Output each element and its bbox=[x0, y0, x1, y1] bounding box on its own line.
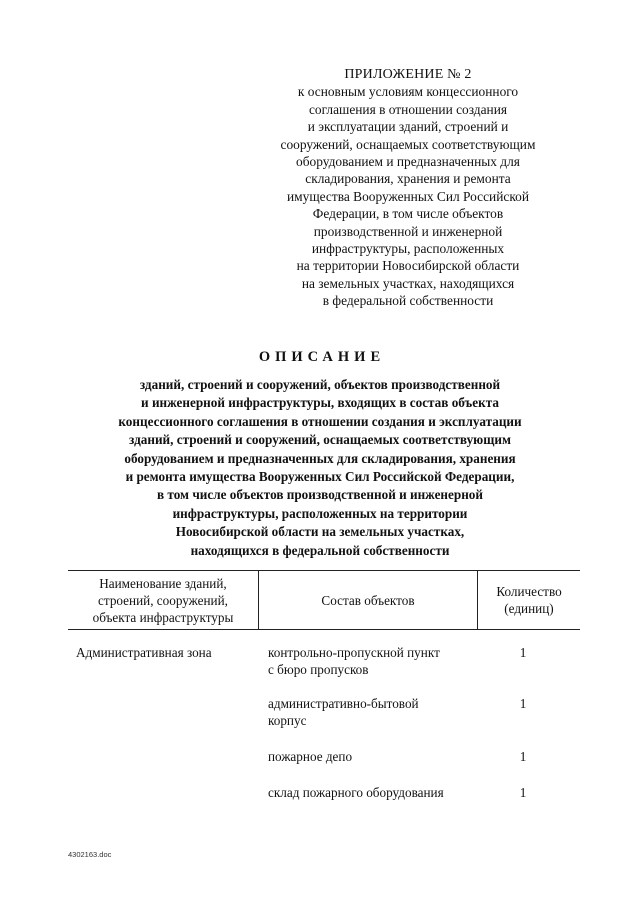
appendix-line: имущества Вооруженных Сил Российской bbox=[286, 188, 530, 204]
appendix-title: ПРИЛОЖЕНИЕ № 2 bbox=[344, 67, 472, 82]
header-name-cell bbox=[68, 571, 258, 629]
object-line: контрольно-пропускной пункт bbox=[268, 645, 440, 660]
appendix-line: на территории Новосибирской области bbox=[296, 258, 520, 274]
description-line: оборудованием и предназначенных для складирования, хранения bbox=[124, 450, 516, 466]
description-line: в том числе объектов производственной и инженерной bbox=[156, 487, 483, 503]
appendix-line: на земельных участках, находящихся bbox=[301, 275, 515, 291]
description-line: Новосибирской области на земельных участках, bbox=[175, 524, 465, 540]
quantity-cell: 1 bbox=[519, 749, 527, 764]
header-quantity-line: (единиц) bbox=[504, 601, 554, 616]
description-line: концессионного соглашения в отношении создания и эксплуатации bbox=[118, 413, 522, 429]
appendix-line: сооружений, оснащаемых соответствующим bbox=[280, 136, 536, 152]
appendix-line: и эксплуатации зданий, строений и bbox=[307, 119, 509, 135]
object-line: пожарное депо bbox=[268, 749, 353, 764]
object-cell bbox=[268, 784, 468, 801]
header-name-line: Наименование зданий, bbox=[99, 575, 227, 591]
header-composition: Состав объектов bbox=[321, 592, 415, 608]
object-line: с бюро пропусков bbox=[268, 662, 369, 677]
table-header bbox=[68, 570, 580, 630]
description-line: зданий, строений и сооружений, оснащаемых соответствующим bbox=[129, 432, 511, 448]
description-title: ОПИСАНИЕ bbox=[258, 349, 386, 365]
header-name-line: объекта инфраструктуры bbox=[92, 609, 234, 625]
zone-cell: Административная зона bbox=[76, 645, 212, 660]
appendix-line: складирования, хранения и ремонта bbox=[305, 171, 511, 187]
header-quantity-line: Количество bbox=[496, 584, 562, 599]
appendix-line: инфраструктуры, расположенных bbox=[311, 241, 505, 257]
quantity-cell: 1 bbox=[519, 785, 527, 800]
quantity-cell: 1 bbox=[519, 645, 527, 660]
appendix-line: в федеральной собственности bbox=[322, 293, 494, 309]
object-cell bbox=[268, 644, 468, 678]
description-line: зданий, строений и сооружений, объектов производственной bbox=[139, 377, 501, 392]
appendix-line: производственной и инженерной bbox=[313, 223, 503, 239]
appendix-line: Федерации, в том числе объектов bbox=[312, 206, 504, 222]
object-line: корпус bbox=[268, 713, 307, 728]
description-line: находящихся в федеральной собственности bbox=[190, 542, 450, 558]
appendix-line: к основным условиям концессионного bbox=[297, 84, 519, 100]
appendix-line: соглашения в отношении создания bbox=[308, 101, 508, 117]
document-filename: 4302163.doc bbox=[68, 850, 112, 859]
appendix-line: оборудованием и предназначенных для bbox=[296, 154, 520, 170]
object-line: административно-бытовой bbox=[268, 696, 419, 711]
description-line: и ремонта имущества Вооруженных Сил Российской Федерации, bbox=[125, 469, 515, 485]
object-line: склад пожарного оборудования bbox=[268, 785, 444, 800]
quantity-cell: 1 bbox=[519, 696, 527, 711]
object-cell bbox=[268, 748, 468, 765]
header-composition-cell bbox=[259, 571, 477, 629]
description-line: инфраструктуры, расположенных на территории bbox=[172, 505, 468, 521]
object-cell bbox=[268, 695, 468, 729]
description-body bbox=[60, 376, 580, 560]
description-line: и инженерной инфраструктуры, входящих в состав объекта bbox=[141, 395, 499, 411]
appendix-header bbox=[258, 66, 558, 310]
header-quantity-cell bbox=[478, 571, 580, 629]
header-name-line: строений, сооружений, bbox=[98, 592, 228, 608]
